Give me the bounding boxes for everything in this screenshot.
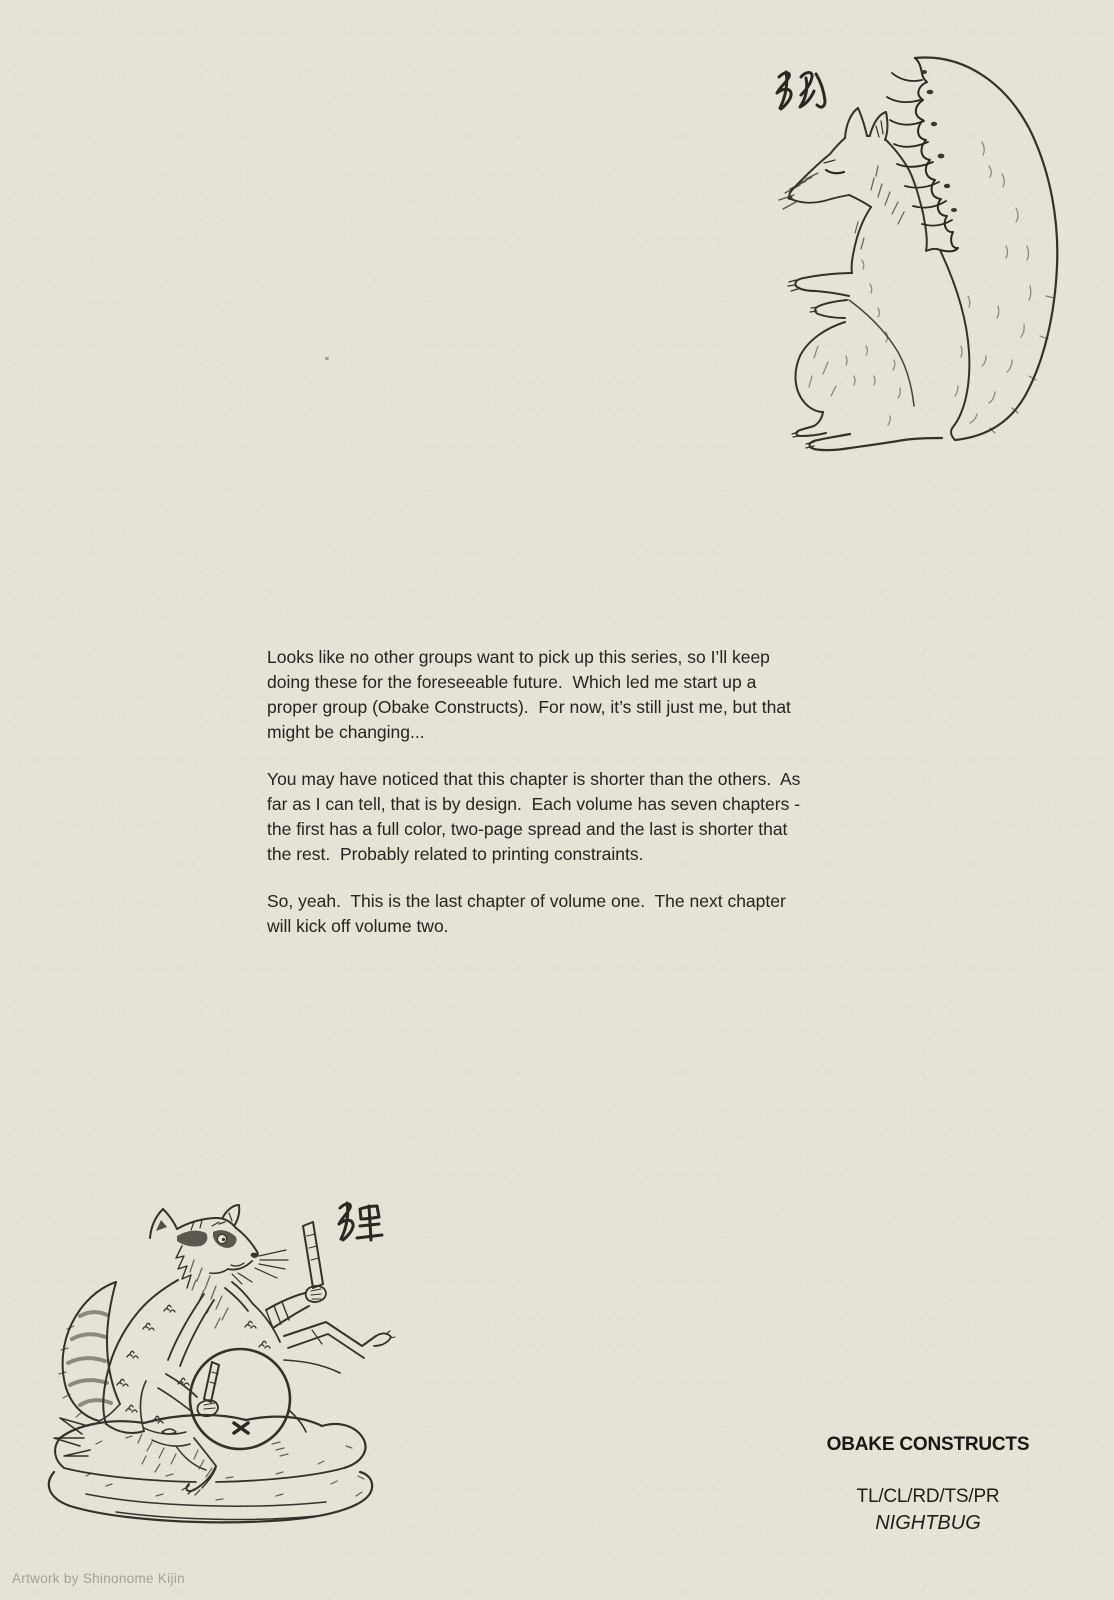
fox-body: [788, 207, 942, 450]
fox-tail: [887, 57, 1057, 440]
note-line: might be changing...: [267, 722, 425, 742]
note-line: the first has a full color, two-page spread and the last is shorter that: [267, 819, 788, 839]
note-line: So, yeah. This is the last chapter of volume one. The next chapter: [267, 891, 786, 911]
tanuki-leaf-bundle: [54, 1418, 90, 1456]
fox-tail-fur: [955, 142, 1031, 423]
note-line: doing these for the foreseeable future. Which led me start up a: [267, 672, 757, 692]
tanuki-neck-fur: [190, 1260, 228, 1328]
fox-drawing: [746, 46, 1078, 458]
tanuki-illustration: [26, 1176, 414, 1580]
tanuki-kanji-icon: [339, 1203, 382, 1240]
note-paragraph-3: [267, 889, 800, 939]
fox-illustration: [746, 46, 1078, 458]
note-line: Looks like no other groups want to pick up this series, so I’ll keep: [267, 647, 770, 667]
tanuki-tail: [59, 1282, 120, 1421]
note-line: far as I can tell, that is by design. Each volume has seven chapters -: [267, 794, 801, 814]
tanuki-raised-drumstick: [266, 1222, 326, 1328]
note-line: will kick off volume two.: [267, 916, 449, 936]
group-name: OBAKE CONSTRUCTS: [826, 1434, 1030, 1455]
fox-body-fur: [809, 260, 900, 425]
artwork-credit: Artwork by Shinonome Kijin: [12, 1571, 185, 1586]
paper-speck: [325, 357, 329, 360]
note-line: You may have noticed that this chapter is shorter than the others. As: [267, 769, 801, 789]
tanuki-extended-leg: [284, 1322, 395, 1373]
credits-roles: TL/CL/RD/TS/PR: [856, 1486, 1000, 1507]
tanuki-sash: [144, 1428, 206, 1470]
translator-note: [267, 645, 800, 939]
note-line: the rest. Probably related to printing constraints.: [267, 844, 644, 864]
credits-name: NIGHTBUG: [875, 1512, 981, 1534]
fox-neck-fur: [855, 166, 904, 249]
fox-head: [779, 108, 923, 249]
tanuki-drawing: [26, 1176, 414, 1580]
note-line: proper group (Obake Constructs). For now, it’s still just me, but that: [267, 697, 791, 717]
fox-kanji-icon: [777, 72, 825, 109]
credits-block: [798, 1433, 1058, 1536]
note-paragraph-1: [267, 645, 800, 745]
fox-tail-edge-fur: [990, 296, 1054, 433]
note-paragraph-2: [267, 767, 800, 867]
